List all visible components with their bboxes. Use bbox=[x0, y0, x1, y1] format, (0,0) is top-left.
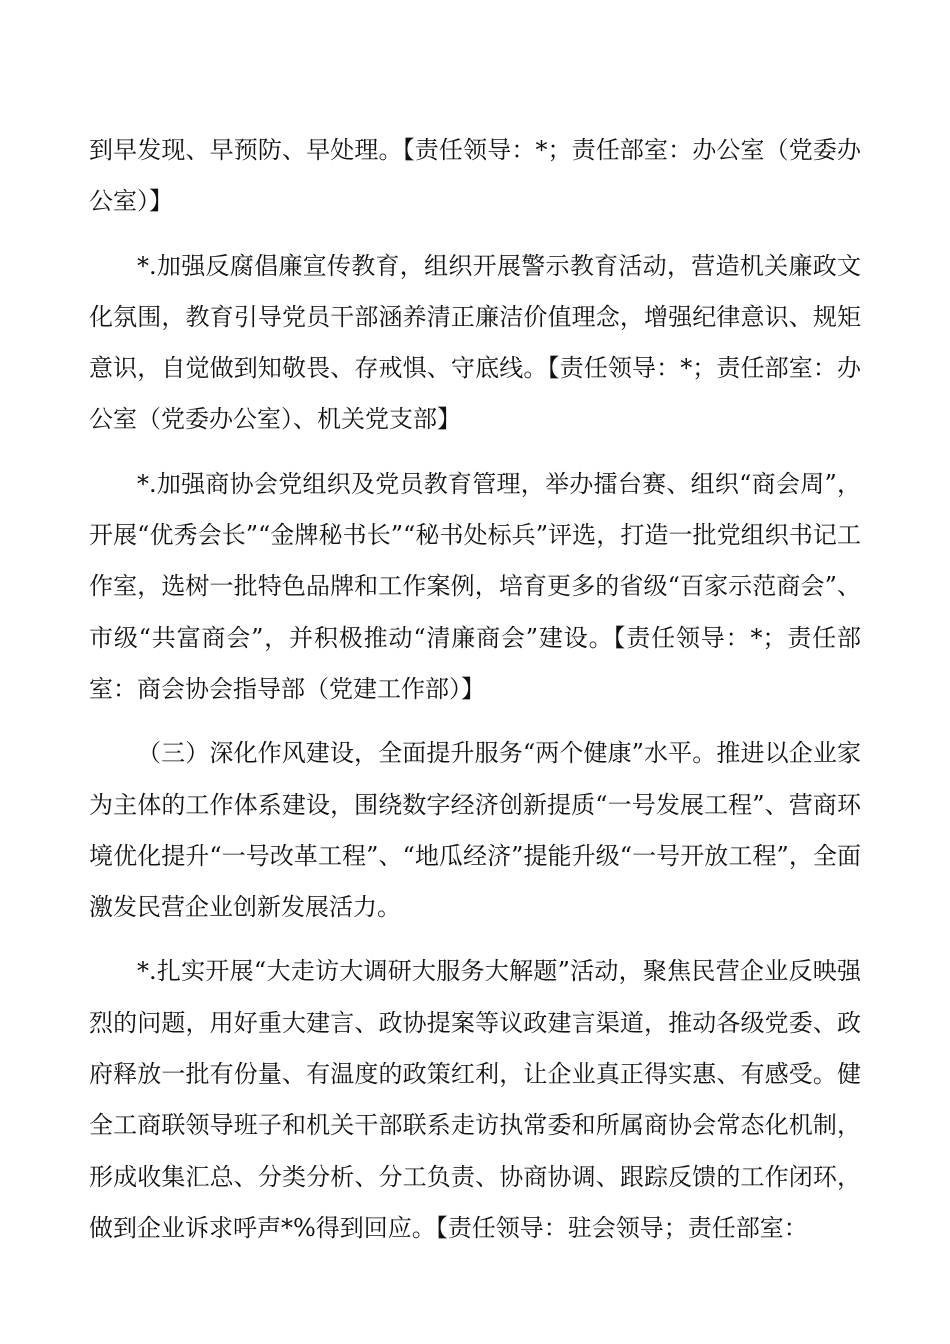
paragraph-anti-corruption-education: *.加强反腐倡廉宣传教育，组织开展警示教育活动，营造机关廉政文化氛围，教育引导党员干部涵养清正廉洁价值理念，增强纪律意识、规矩意识，自觉做到知敬畏、存戒惧、守底线。【责任领导：*；责任部室：办公室（党委办公室）、机关党支部】 bbox=[89, 251, 861, 434]
paragraph-chamber-party-management: *.加强商协会党组织及党员教育管理，举办擂台赛、组织“商会周”，开展“优秀会长”“金牌秘书长”“秘书处标兵”评选，打造一批党组织书记工作室，选树一批特色品牌和工作案例，培育更多的省级“百家示范商会”、市级“共富商会”，并积极推动“清廉商会”建设。【责任领导：*；责任部室：商会协会指导部（党建工作部）】 bbox=[89, 469, 861, 703]
paragraph-visits-research-service: *.扎实开展“大走访大调研大服务大解题”活动，聚焦民营企业反映强烈的问题，用好重大建言、政协提案等议政建言渠道，推动各级党委、政府释放一批有份量、有温度的政策红利，让企业真正得实惠、有感受。健全工商联领导班子和机关干部联系走访执常委和所属商协会常态化机制，形成收集汇总、分类分析、分工负责、协商协调、跟踪反馈的工作闭环，做到企业诉求呼声*%得到回应。【责任领导：驻会领导；责任部室： bbox=[89, 957, 861, 1242]
paragraph-section-three-heading: （三）深化作风建设，全面提升服务“两个健康”水平。推进以企业家为主体的工作体系建设，围绕数字经济创新提质“一号发展工程”、营商环境优化提升“一号改革工程”、“地瓜经济”提能升级“一号开放工程”，全面激发民营企业创新发展活力。 bbox=[89, 739, 861, 922]
document-body bbox=[89, 125, 861, 1254]
paragraph-continuation: 到早发现、早预防、早处理。【责任领导：*；责任部室：办公室（党委办公室）】 bbox=[89, 136, 861, 216]
